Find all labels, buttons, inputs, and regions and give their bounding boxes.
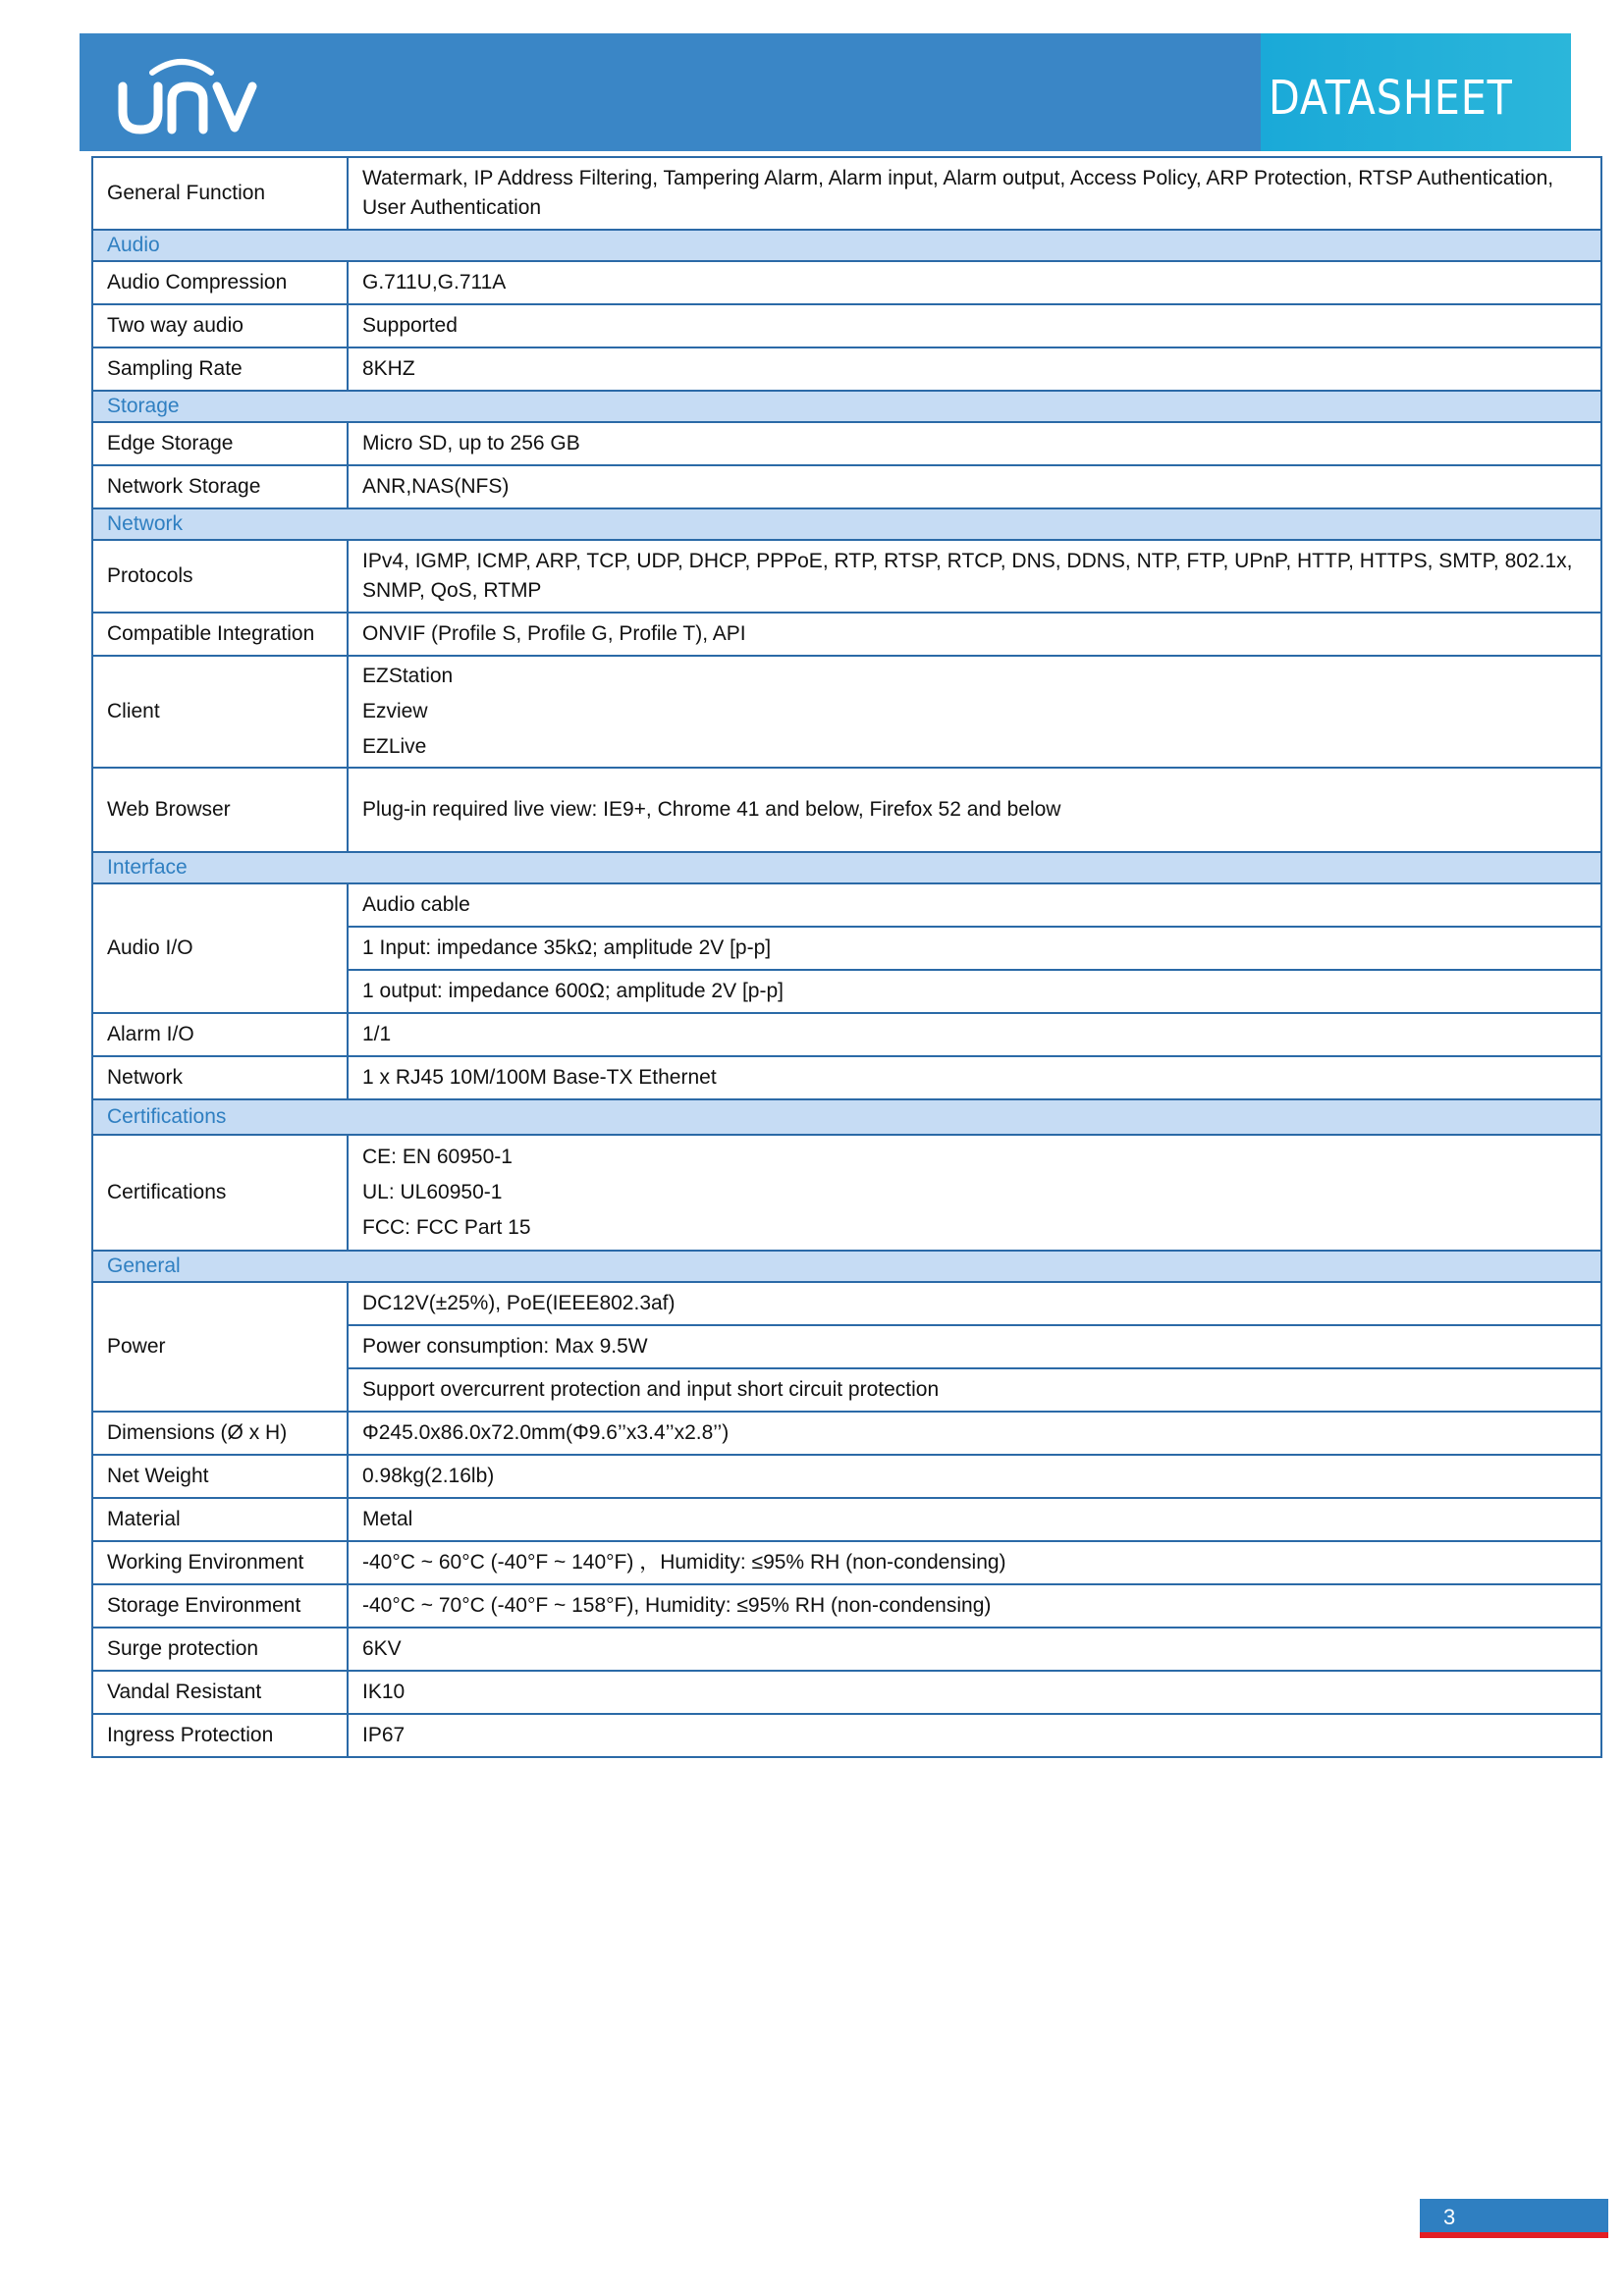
spec-value: 1/1 — [348, 1013, 1601, 1056]
table-row — [92, 1628, 1601, 1671]
table-row — [92, 768, 1601, 852]
table-row — [92, 304, 1601, 347]
spec-value: 0.98kg(2.16lb) — [348, 1455, 1601, 1498]
spec-value: 6KV — [348, 1628, 1601, 1671]
datasheet-label-box — [1261, 33, 1571, 151]
table-row — [92, 1671, 1601, 1714]
spec-label: Power — [92, 1282, 348, 1412]
spec-label: Ingress Protection — [92, 1714, 348, 1757]
section-header-row — [92, 1251, 1601, 1282]
section-title-certifications: Certifications — [92, 1099, 1601, 1135]
spec-label: Audio Compression — [92, 261, 348, 304]
spec-value: ANR,NAS(NFS) — [348, 465, 1601, 508]
spec-value: Audio cable — [348, 883, 1601, 927]
table-row — [92, 261, 1601, 304]
table-row — [92, 613, 1601, 656]
table-row — [92, 1013, 1601, 1056]
unv-logo — [115, 57, 262, 135]
section-title-network: Network — [92, 508, 1601, 540]
section-header-row — [92, 852, 1601, 883]
client-item: EZLive — [362, 735, 427, 758]
table-row — [92, 1412, 1601, 1455]
certification-item: FCC: FCC Part 15 — [362, 1216, 531, 1239]
spec-value: IPv4, IGMP, ICMP, ARP, TCP, UDP, DHCP, PPPoE, RTP, RTSP, RTCP, DNS, DDNS, NTP, FTP, UPnP, HTTP, HTTPS, SMTP, 802.1x, SNMP, QoS, RTMP — [348, 540, 1601, 613]
spec-label: Certifications — [92, 1135, 348, 1251]
spec-value: -40°C ~ 70°C (-40°F ~ 158°F), Humidity: ≤95% RH (non-condensing) — [348, 1584, 1601, 1628]
spec-label: Edge Storage — [92, 422, 348, 465]
spec-value: 1 x RJ45 10M/100M Base-TX Ethernet — [348, 1056, 1601, 1099]
datasheet-label: DATASHEET — [1269, 71, 1513, 126]
spec-label: Sampling Rate — [92, 347, 348, 391]
table-row — [92, 157, 1601, 230]
spec-value: G.711U,G.711A — [348, 261, 1601, 304]
table-row — [92, 465, 1601, 508]
certification-item: UL: UL60950-1 — [362, 1181, 503, 1203]
section-title-storage: Storage — [92, 391, 1601, 422]
spec-label: Compatible Integration — [92, 613, 348, 656]
spec-value: IP67 — [348, 1714, 1601, 1757]
spec-label: Working Environment — [92, 1541, 348, 1584]
spec-value: Support overcurrent protection and input short circuit protection — [348, 1368, 1601, 1412]
table-row — [92, 1714, 1601, 1757]
spec-value: DC12V(±25%), PoE(IEEE802.3af) — [348, 1282, 1601, 1325]
spec-label: Network — [92, 1056, 348, 1099]
spec-value: 1 output: impedance 600Ω; amplitude 2V [p-p] — [348, 970, 1601, 1013]
spec-label: Vandal Resistant — [92, 1671, 348, 1714]
page-number-box — [1420, 2199, 1608, 2238]
spec-label: Network Storage — [92, 465, 348, 508]
table-row — [92, 1282, 1601, 1325]
table-row — [92, 1541, 1601, 1584]
table-row — [92, 1455, 1601, 1498]
spec-value: IK10 — [348, 1671, 1601, 1714]
page-number: 3 — [1443, 2205, 1456, 2229]
table-row — [92, 656, 1601, 768]
table-row — [92, 1056, 1601, 1099]
spec-label: Two way audio — [92, 304, 348, 347]
spec-table — [91, 156, 1602, 1758]
certification-item: CE: EN 60950-1 — [362, 1146, 513, 1168]
spec-label: Web Browser — [92, 768, 348, 852]
spec-label: Alarm I/O — [92, 1013, 348, 1056]
spec-value: 1 Input: impedance 35kΩ; amplitude 2V [p-p] — [348, 927, 1601, 970]
spec-label: Audio I/O — [92, 883, 348, 1013]
section-title-audio: Audio — [92, 230, 1601, 261]
spec-value: ONVIF (Profile S, Profile G, Profile T), API — [348, 613, 1601, 656]
page-header — [80, 33, 1571, 151]
spec-label: Storage Environment — [92, 1584, 348, 1628]
spec-value: Watermark, IP Address Filtering, Tampering Alarm, Alarm input, Alarm output, Access Policy, ARP Protection, RTSP Authentication, User Authentication — [348, 157, 1601, 230]
client-item: EZStation — [362, 665, 454, 687]
spec-label: Protocols — [92, 540, 348, 613]
spec-value: -40°C ~ 60°C (-40°F ~ 140°F) ，Humidity: ≤95% RH (non-condensing) — [348, 1541, 1601, 1584]
table-row — [92, 1498, 1601, 1541]
spec-label: Material — [92, 1498, 348, 1541]
spec-value: Plug-in required live view: IE9+, Chrome 41 and below, Firefox 52 and below — [348, 768, 1601, 852]
spec-value: Power consumption: Max 9.5W — [348, 1325, 1601, 1368]
section-header-row — [92, 1099, 1601, 1135]
spec-value: Φ245.0x86.0x72.0mm(Φ9.6’’x3.4’’x2.8’’) — [348, 1412, 1601, 1455]
table-row — [92, 347, 1601, 391]
spec-label: Client — [92, 656, 348, 768]
section-title-interface: Interface — [92, 852, 1601, 883]
spec-value: Micro SD, up to 256 GB — [348, 422, 1601, 465]
table-row — [92, 540, 1601, 613]
spec-value — [348, 656, 1601, 768]
client-item: Ezview — [362, 700, 428, 722]
spec-value: 8KHZ — [348, 347, 1601, 391]
spec-value: Supported — [348, 304, 1601, 347]
spec-label: General Function — [92, 157, 348, 230]
table-row — [92, 883, 1601, 927]
table-row — [92, 1584, 1601, 1628]
section-header-row — [92, 508, 1601, 540]
spec-value — [348, 1135, 1601, 1251]
table-row — [92, 1135, 1601, 1251]
spec-label: Surge protection — [92, 1628, 348, 1671]
spec-label: Net Weight — [92, 1455, 348, 1498]
section-header-row — [92, 391, 1601, 422]
section-header-row — [92, 230, 1601, 261]
spec-value: Metal — [348, 1498, 1601, 1541]
spec-label: Dimensions (Ø x H) — [92, 1412, 348, 1455]
section-title-general: General — [92, 1251, 1601, 1282]
table-row — [92, 422, 1601, 465]
